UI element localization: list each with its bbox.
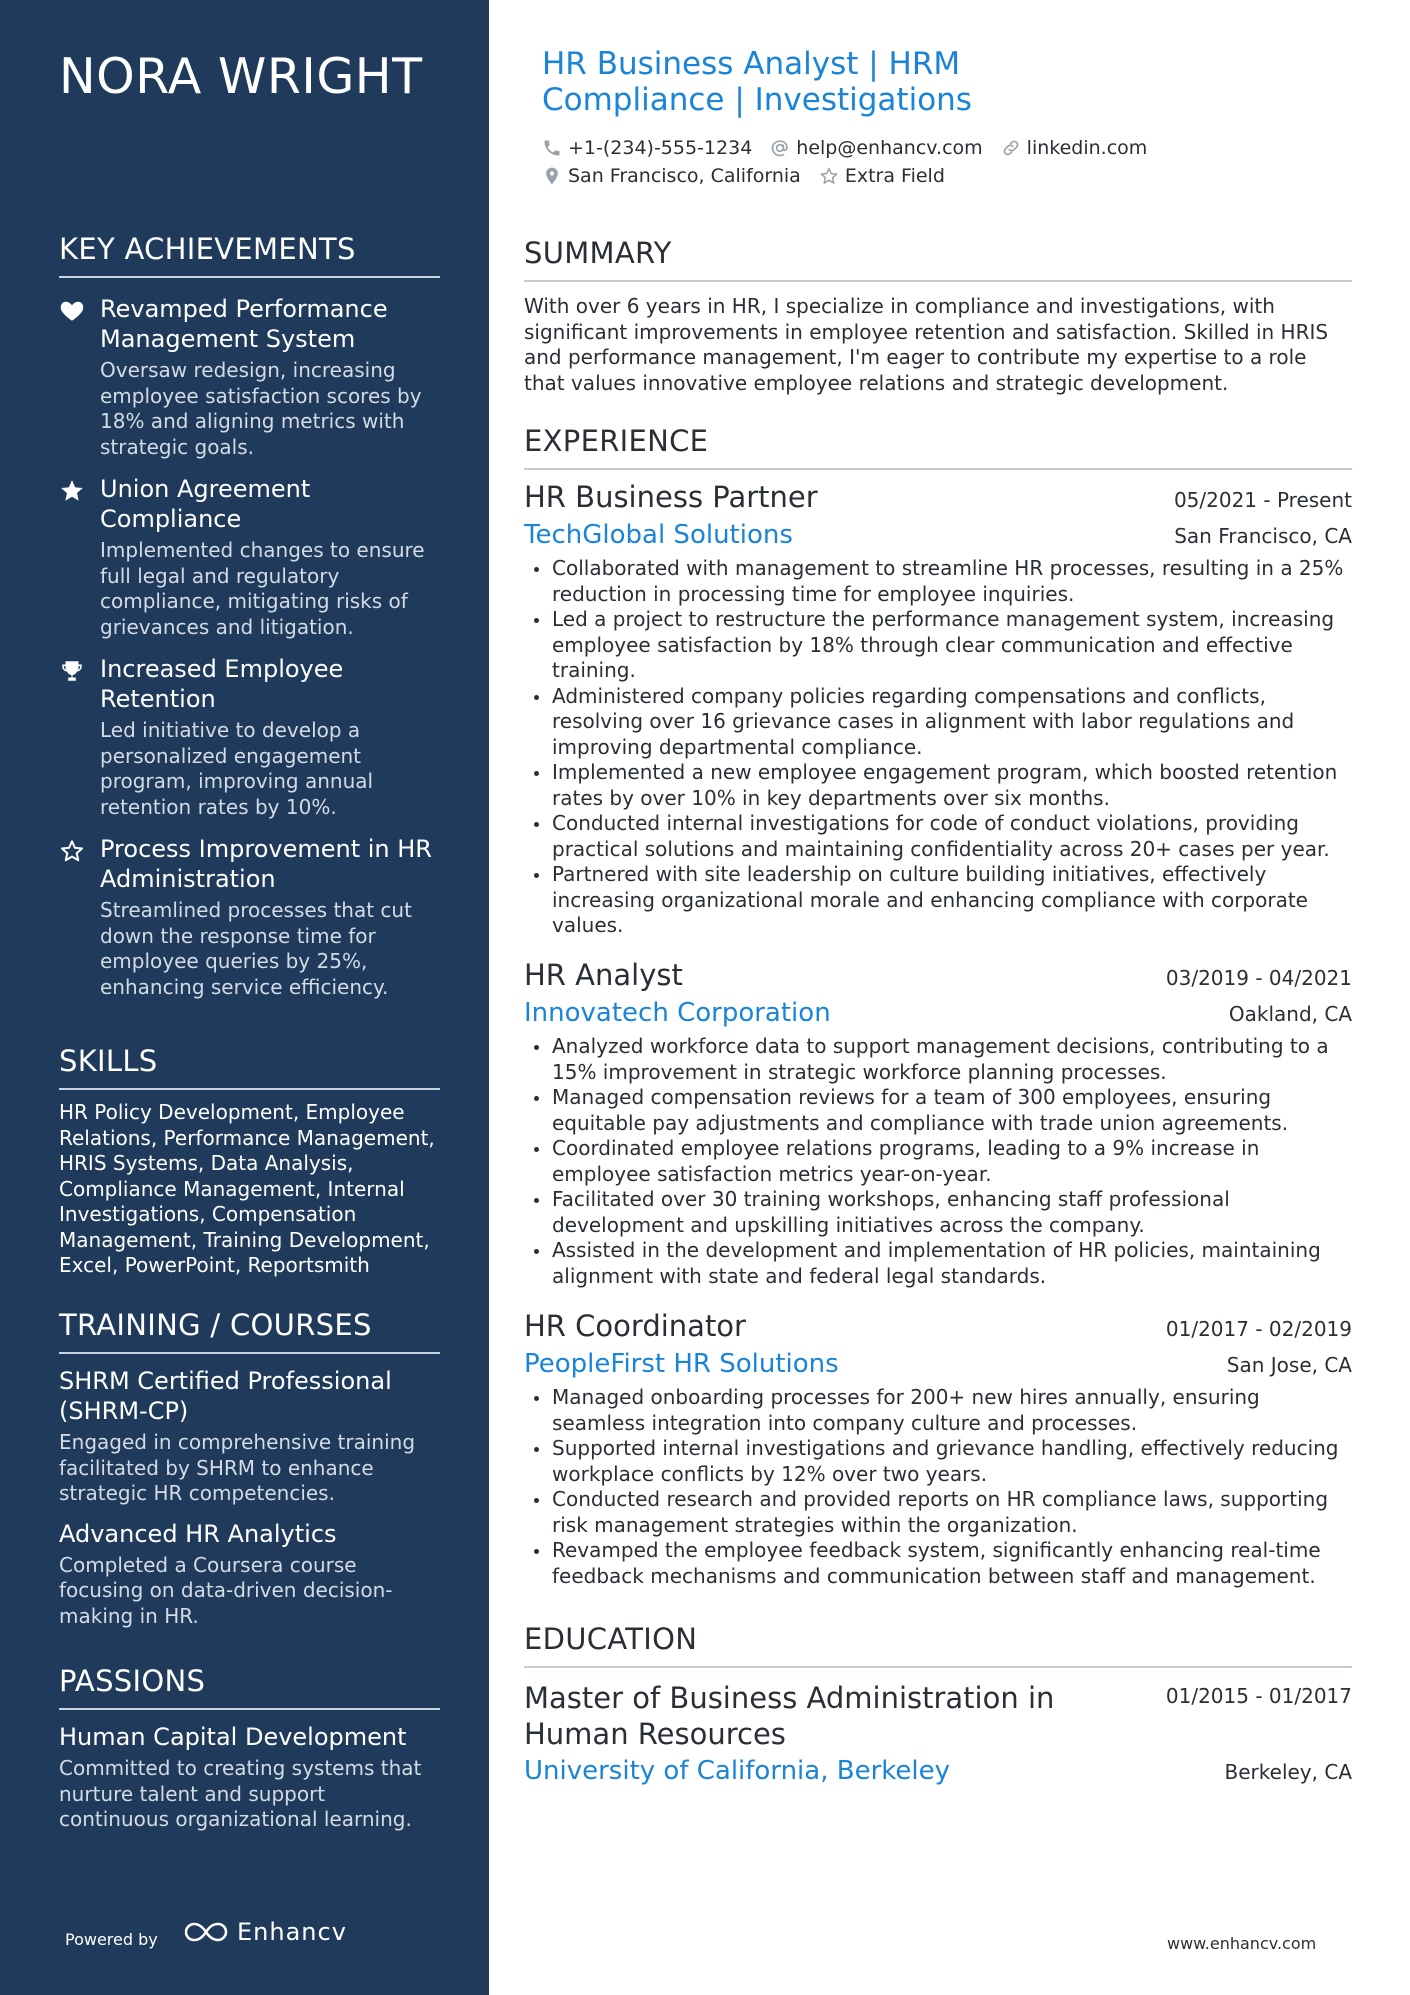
summary-heading: SUMMARY bbox=[524, 236, 1352, 282]
bullet-item: Managed onboarding processes for 200+ new hires annually, ensuring seamless integration into company culture and processes. bbox=[524, 1385, 1352, 1436]
course-desc: Completed a Coursera course focusing on data-driven decision-making in HR. bbox=[59, 1552, 393, 1628]
bullet-item: Managed compensation reviews for a team of 300 employees, ensuring equitable pay adjustments and compliance with trade union agreements. bbox=[524, 1085, 1352, 1136]
passion-title: Human Capital Development bbox=[59, 1723, 407, 1751]
job-bullets bbox=[524, 1034, 1352, 1289]
powered-by-label: Powered by bbox=[65, 1930, 158, 1949]
star-outline-icon bbox=[59, 838, 85, 864]
headline: HR Business Analyst | HRM Compliance | Investigations bbox=[542, 46, 972, 118]
bullet-item: Collaborated with management to streamline HR processes, resulting in a 25% reduction in processing time for employee inquiries. bbox=[524, 556, 1352, 607]
job-dates: 03/2019 - 04/2021 bbox=[1165, 966, 1352, 990]
skills-heading: SKILLS bbox=[59, 1044, 440, 1090]
training-heading: TRAINING / COURSES bbox=[59, 1308, 440, 1354]
job-dates: 05/2021 - Present bbox=[1173, 488, 1352, 512]
sidebar bbox=[0, 0, 489, 1995]
school-name[interactable]: University of California, Berkeley bbox=[524, 1756, 950, 1786]
link-icon bbox=[1001, 138, 1021, 158]
bullet-item: Administered company policies regarding compensations and conflicts, resolving over 16 grievance cases in alignment with labor regulations and improving departmental compliance. bbox=[524, 684, 1352, 761]
contact-linkedin[interactable] bbox=[1001, 137, 1148, 159]
passions-heading: PASSIONS bbox=[59, 1664, 440, 1710]
job-entry bbox=[524, 1309, 1352, 1589]
course-title: SHRM Certified Professional (SHRM-CP) bbox=[59, 1367, 392, 1425]
job-location: San Francisco, CA bbox=[1174, 524, 1352, 548]
achievements-heading: KEY ACHIEVEMENTS bbox=[59, 232, 440, 278]
education-dates: 01/2015 - 01/2017 bbox=[1165, 1684, 1352, 1708]
bullet-item: Coordinated employee relations programs, leading to a 9% increase in employee satisfaction metrics year-on-year. bbox=[524, 1136, 1352, 1187]
bullet-item: Conducted research and provided reports on HR compliance laws, supporting risk management strategies within the organization. bbox=[524, 1487, 1352, 1538]
job-role: HR Analyst bbox=[524, 958, 683, 992]
achievement-item bbox=[59, 474, 440, 640]
achievement-title: Process Improvement in HR Administration bbox=[100, 835, 432, 893]
extra-text: Extra Field bbox=[844, 165, 945, 187]
at-icon bbox=[770, 138, 790, 158]
experience-heading: EXPERIENCE bbox=[524, 424, 1352, 470]
phone-icon bbox=[542, 138, 562, 158]
heart-icon bbox=[59, 298, 85, 324]
bullet-item: Implemented a new employee engagement program, which boosted retention rates by over 10% in key departments over six months. bbox=[524, 760, 1352, 811]
candidate-name: NORA WRIGHT bbox=[59, 48, 423, 105]
skills-list: HR Policy Development, Employee Relations, Performance Management, HRIS Systems, Data Analysis, Compliance Management, Internal Investigations, Compensation Management, Training Development, Excel, PowerPoint, Reportsmith bbox=[59, 1100, 435, 1277]
job-bullets bbox=[524, 1385, 1352, 1589]
linkedin-text: linkedin.com bbox=[1026, 137, 1148, 159]
star-icon bbox=[59, 478, 85, 504]
skills-section bbox=[59, 1044, 440, 1279]
job-entry bbox=[524, 958, 1352, 1289]
footer-site[interactable]: www.enhancv.com bbox=[1167, 1934, 1317, 1953]
bullet-item: Facilitated over 30 training workshops, enhancing staff professional development and upskilling initiatives across the company. bbox=[524, 1187, 1352, 1238]
education-entry bbox=[524, 1680, 1352, 1786]
achievement-item bbox=[59, 294, 440, 460]
job-company[interactable]: PeopleFirst HR Solutions bbox=[524, 1349, 839, 1379]
education-heading: EDUCATION bbox=[524, 1622, 1352, 1668]
job-entry bbox=[524, 480, 1352, 939]
bullet-item: Supported internal investigations and grievance handling, effectively reducing workplace conflicts by 12% over two years. bbox=[524, 1436, 1352, 1487]
achievement-desc: Streamlined processes that cut down the response time for employee queries by 25%, enhancing service efficiency. bbox=[100, 898, 412, 999]
job-location: Oakland, CA bbox=[1228, 1002, 1352, 1026]
passion-desc: Committed to creating systems that nurture talent and support continuous organizational learning. bbox=[59, 1756, 422, 1831]
contact-location bbox=[542, 165, 801, 187]
summary-text: With over 6 years in HR, I specialize in compliance and investigations, with significant improvements in employee retention and satisfaction. Skilled in HRIS and performance management, I'm eager to contribute my expertise to a role that values innovative employee relations and strategic development. bbox=[524, 294, 1329, 395]
achievement-desc: Oversaw redesign, increasing employee satisfaction scores by 18% and aligning metrics with strategic goals. bbox=[100, 358, 422, 459]
course-desc: Engaged in comprehensive training facilitated by SHRM to enhance strategic HR competencies. bbox=[59, 1430, 416, 1505]
job-role: HR Coordinator bbox=[524, 1309, 746, 1343]
trophy-icon bbox=[59, 658, 85, 684]
course-item bbox=[59, 1519, 440, 1630]
enhancv-logo[interactable] bbox=[183, 1918, 347, 1946]
achievements-section bbox=[59, 232, 440, 1000]
passions-section bbox=[59, 1664, 440, 1833]
achievement-item bbox=[59, 654, 440, 820]
bullet-item: Analyzed workforce data to support management decisions, contributing to a 15% improvement in strategic workforce planning processes. bbox=[524, 1034, 1352, 1085]
location-text: San Francisco, California bbox=[568, 165, 801, 187]
school-location: Berkeley, CA bbox=[1224, 1760, 1352, 1784]
achievement-item bbox=[59, 834, 440, 1000]
course-title: Advanced HR Analytics bbox=[59, 1519, 337, 1548]
job-location: San Jose, CA bbox=[1226, 1353, 1352, 1377]
degree-title: Master of Business Administration in Human Resources bbox=[524, 1681, 1055, 1751]
bullet-item: Revamped the employee feedback system, significantly enhancing real-time feedback mechanisms and communication between staff and management. bbox=[524, 1538, 1352, 1589]
email-text: help@enhancv.com bbox=[796, 137, 983, 159]
bullet-item: Partnered with site leadership on culture building initiatives, effectively increasing organizational morale and enhancing compliance with corporate values. bbox=[524, 862, 1352, 939]
contact-info bbox=[542, 134, 1342, 190]
bullet-item: Led a project to restructure the performance management system, increasing employee satisfaction by 18% through clear communication and effective training. bbox=[524, 607, 1352, 684]
achievement-title: Union Agreement Compliance bbox=[100, 475, 311, 533]
phone-text: +1-(234)-555-1234 bbox=[568, 137, 753, 159]
bullet-item: Conducted internal investigations for code of conduct violations, providing practical solutions and maintaining confidentiality across 20+ cases per year. bbox=[524, 811, 1352, 862]
achievement-title: Revamped Performance Management System bbox=[100, 295, 388, 353]
training-section bbox=[59, 1308, 440, 1629]
achievement-desc: Led initiative to develop a personalized engagement program, improving annual retention rates by 10%. bbox=[100, 718, 374, 819]
bullet-item: Assisted in the development and implementation of HR policies, maintaining alignment with state and federal legal standards. bbox=[524, 1238, 1352, 1289]
star-outline-icon bbox=[819, 166, 839, 186]
job-bullets bbox=[524, 556, 1352, 939]
job-role: HR Business Partner bbox=[524, 480, 818, 514]
achievement-desc: Implemented changes to ensure full legal and regulatory compliance, mitigating risks of grievances and litigation. bbox=[100, 538, 425, 639]
enhancv-logo-icon bbox=[183, 1920, 229, 1944]
brand-name: Enhancv bbox=[237, 1918, 347, 1946]
achievement-title: Increased Employee Retention bbox=[100, 655, 344, 713]
location-pin-icon bbox=[542, 166, 562, 186]
contact-phone[interactable] bbox=[542, 137, 752, 159]
job-company[interactable]: Innovatech Corporation bbox=[524, 998, 831, 1028]
contact-email[interactable] bbox=[770, 137, 982, 159]
course-item bbox=[59, 1366, 440, 1507]
contact-extra bbox=[819, 165, 945, 187]
job-company[interactable]: TechGlobal Solutions bbox=[524, 520, 793, 550]
job-dates: 01/2017 - 02/2019 bbox=[1165, 1317, 1352, 1341]
